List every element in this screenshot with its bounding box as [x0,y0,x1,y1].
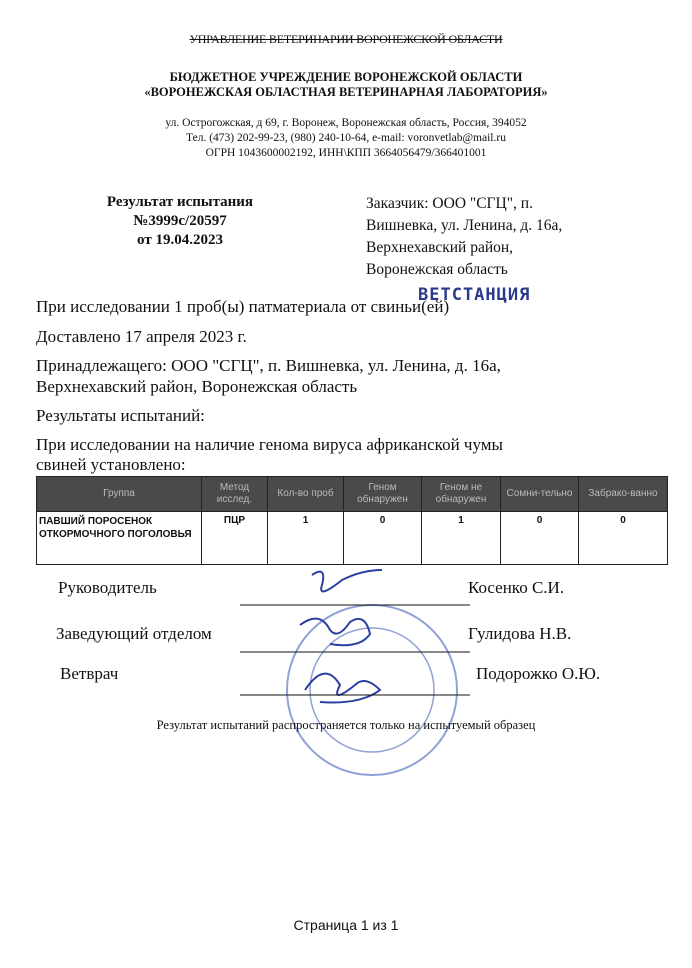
org-name-line1: БЮДЖЕТНОЕ УЧРЕЖДЕНИЕ ВОРОНЕЖСКОЙ ОБЛАСТИ [169,70,523,84]
validity-note: Результат испытаний распространяется только на испытуемый образец [156,718,536,732]
body-results-label: Результаты испытаний: [36,406,205,425]
result-number: №3999с/20597 [133,213,227,229]
cell-not-detected: 1 [422,512,501,565]
org-contacts: Тел. (473) 202-99-23, (980) 240-10-64, e-mail: voronvetlab@mail.ru [186,132,506,144]
body-study-line1: При исследовании на наличие генома вируса африканской чумы [36,435,503,454]
org-name-line2: «ВОРОНЕЖСКАЯ ОБЛАСТНАЯ ВЕТЕРИНАРНАЯ ЛАБОРАТОРИЯ» [144,85,548,99]
signature-role: Заведующий отделом [56,624,212,643]
customer-line: Вишневка, ул. Ленина, д. 16а, [366,217,563,234]
col-header: Сомни-тельно [501,477,579,512]
signature-role: Ветврач [60,664,119,683]
cell-group: ПАВШИЙ ПОРОСЕНОК ОТКОРМОЧНОГО ПОГОЛОВЬЯ [37,512,202,565]
body-delivered: Доставлено 17 апреля 2023 г. [36,327,247,346]
body-owner-line1: Принадлежащего: ООО "СГЦ", п. Вишневка, ул. Ленина, д. 16а, [36,356,501,375]
result-date: от 19.04.2023 [137,232,223,248]
col-header: Группа [37,477,202,512]
body-owner-line2: Верхнехавский район, Воронежская область [36,377,358,396]
page-number: Страница 1 из 1 [293,917,399,933]
col-header: Геном не обнаружен [422,477,501,512]
col-header: Геном обнаружен [344,477,422,512]
cell-rejected: 0 [579,512,668,565]
body-study-line2: свиней установлено: [36,455,186,474]
col-header: Метод исслед. [202,477,268,512]
round-stamp [287,605,457,775]
col-header: Кол-во проб [268,477,344,512]
cell-doubtful: 0 [501,512,579,565]
signature-name: Подорожко О.Ю. [476,664,601,683]
cell-method: ПЦР [202,512,268,565]
vet-station-stamp: ВЕТСТАНЦИЯ [418,285,531,305]
signature-role: Руководитель [58,578,157,597]
signature-name: Гулидова Н.В. [468,624,572,643]
cell-count: 1 [268,512,344,565]
signature-name: Косенко С.И. [468,578,565,597]
customer-line: Верхнехавский район, [366,239,514,256]
result-title: Результат испытания [106,194,254,210]
authority-header: УПРАВЛЕНИЕ ВЕТЕРИНАРИИ ВОРОНЕЖСКОЙ ОБЛАСТИ [189,32,503,46]
customer-line: Воронежская область [366,261,508,278]
org-ids: ОГРН 1043600002192, ИНН\КПП 3664056479/366401001 [205,147,487,159]
body-samples: При исследовании 1 проб(ы) патматериала от свиньи(ей) [36,297,450,316]
org-address: ул. Острогожская, д 69, г. Воронеж, Воронежская область, Россия, 394052 [165,117,527,129]
cell-detected: 0 [344,512,422,565]
customer-line: Заказчик: ООО "СГЦ", п. [366,195,533,212]
col-header: Забрако-ванно [579,477,668,512]
